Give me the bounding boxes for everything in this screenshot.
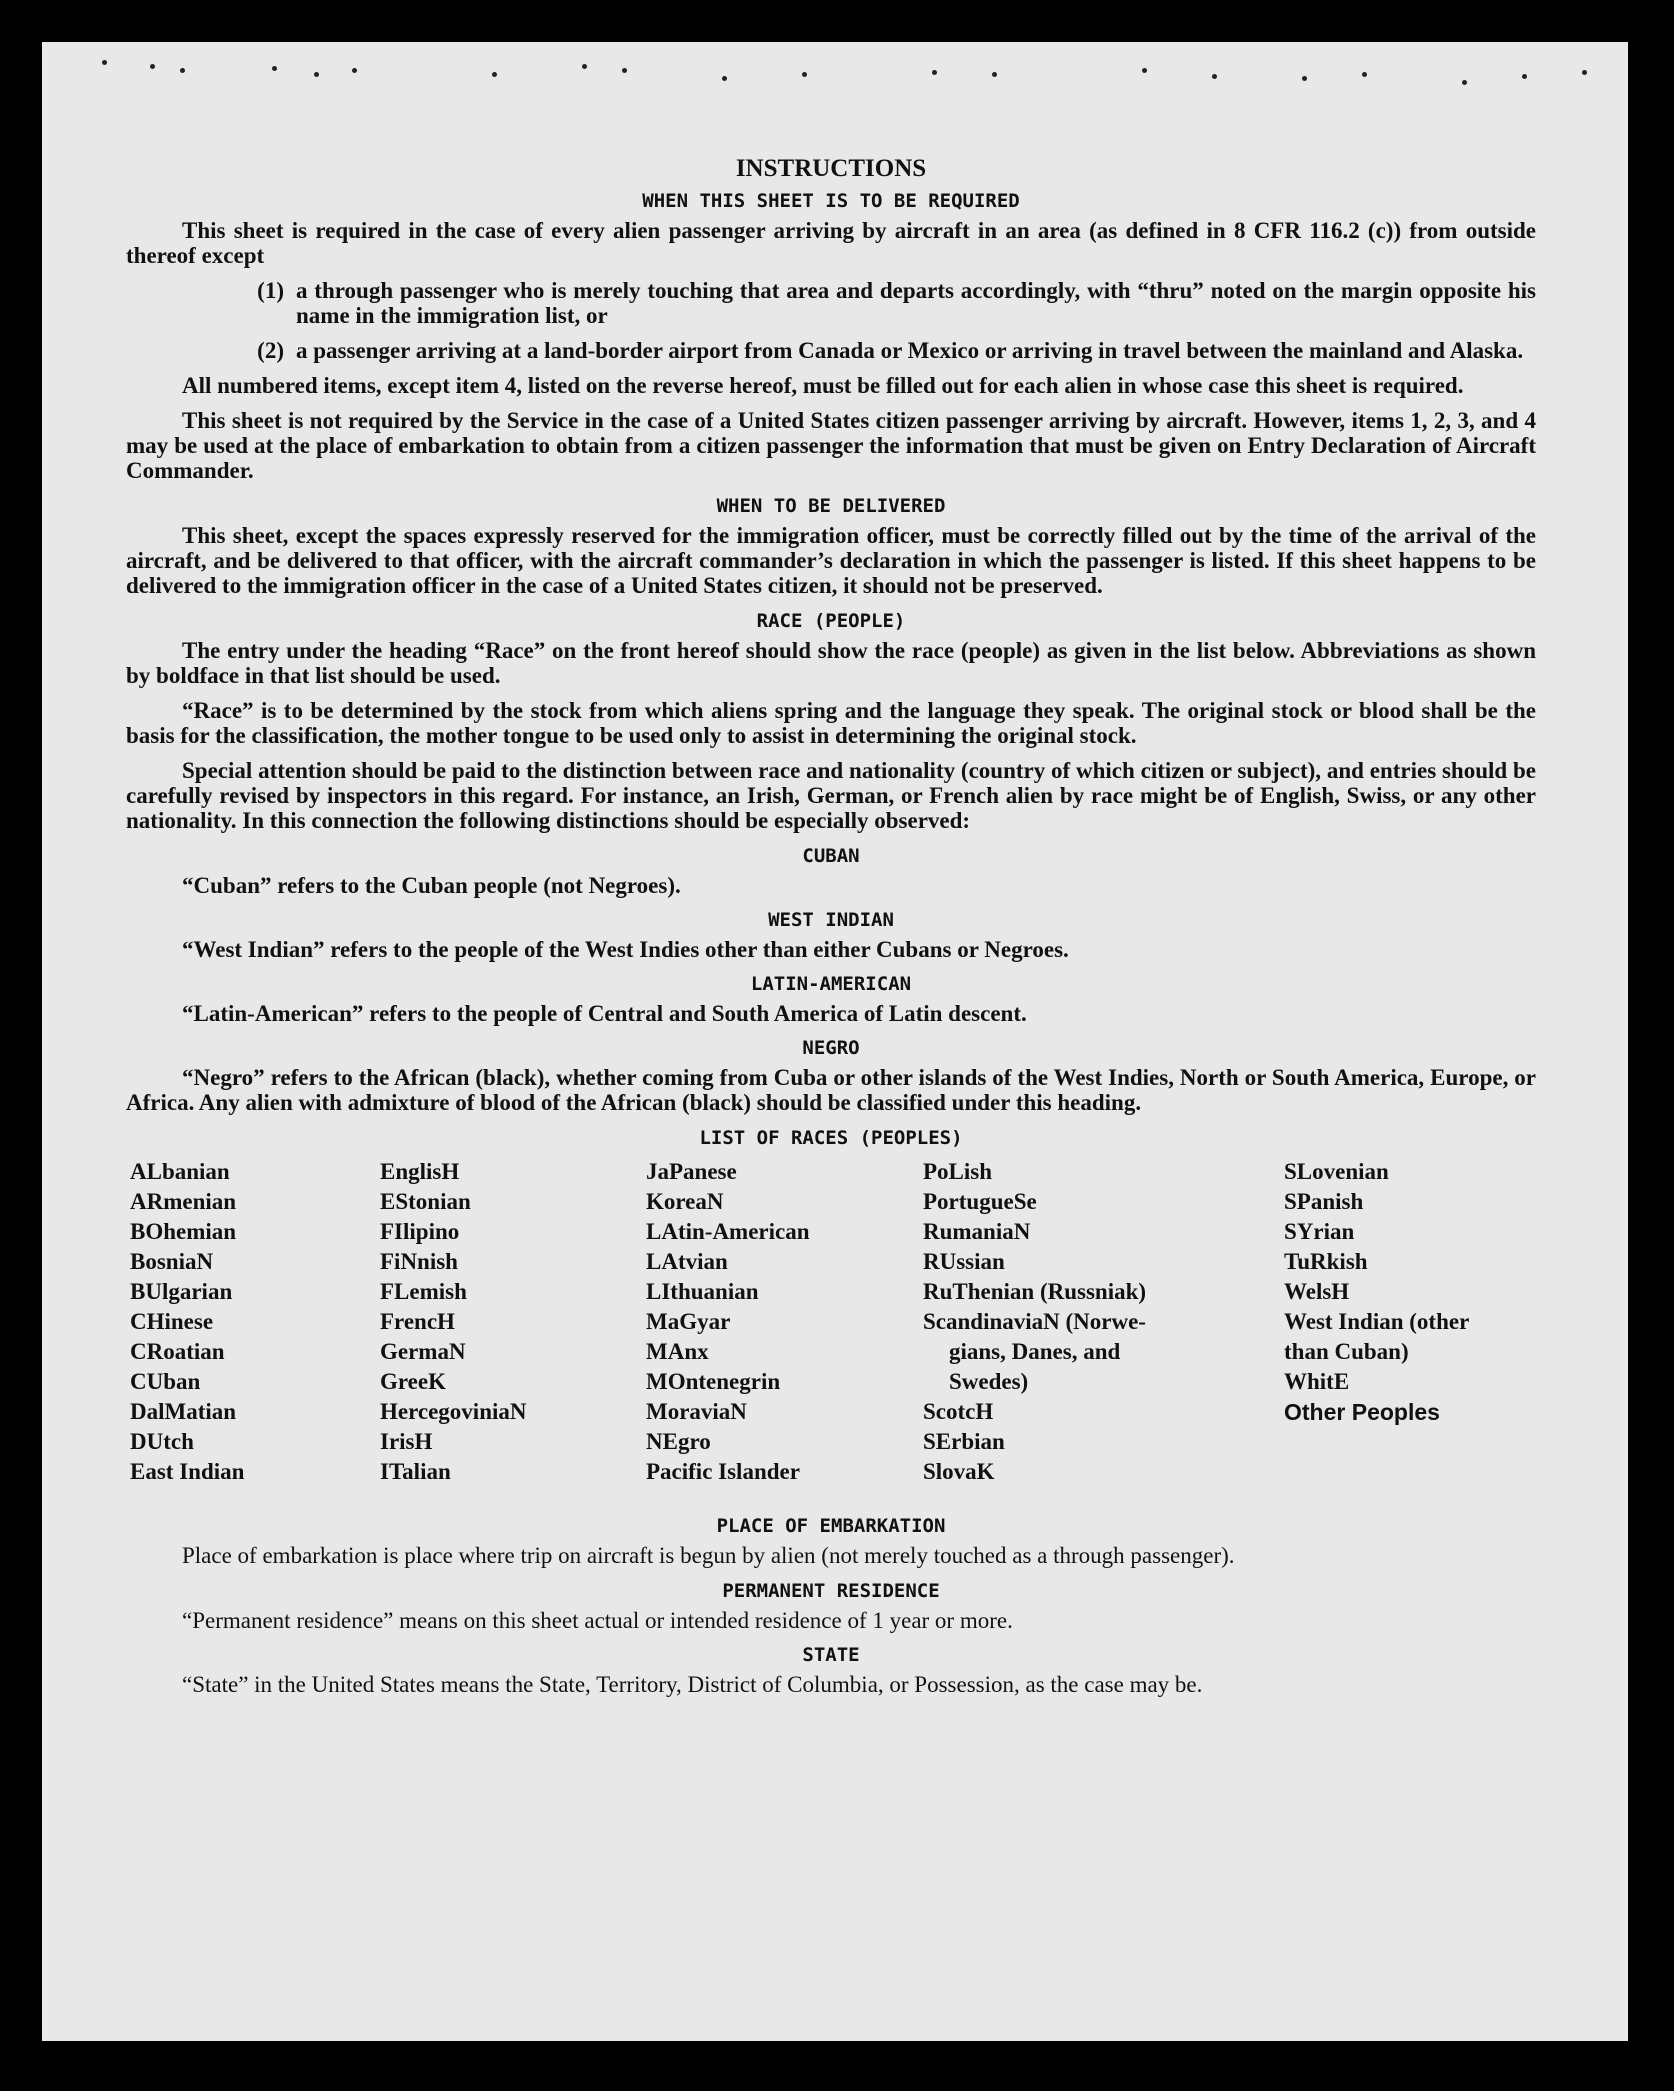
race-entry: RumaniaN: [923, 1219, 1031, 1244]
race-entry: LAtin-American: [646, 1219, 810, 1244]
race-entry: BosniaN: [130, 1249, 214, 1274]
race-entry: SYrian: [1284, 1219, 1355, 1244]
definition-text: “Cuban” refers to the Cuban people (not Negroes).: [182, 873, 681, 898]
race-entry: Other Peoples: [1284, 1399, 1440, 1425]
race-entry: WelsH: [1284, 1279, 1350, 1304]
definition-text: “Permanent residence” means on this sheet actual or intended residence of 1 year or more.: [182, 1608, 1013, 1633]
race-entry: WhitE: [1284, 1369, 1350, 1394]
race-entry: MOntenegrin: [646, 1369, 781, 1394]
race-entry: East Indian: [130, 1459, 245, 1484]
race-entry: GreeK: [380, 1369, 446, 1394]
item-text: a through passenger who is merely touching that area and departs accordingly, with “thru” noted on the margin opposite his name in the immigration list, or: [296, 278, 1536, 328]
race-entry: ALbanian: [130, 1159, 230, 1184]
races-column: [923, 1157, 1223, 1487]
race-entry: LAtvian: [646, 1249, 728, 1274]
heading-embarkation: PLACE OF EMBARKATION: [716, 1515, 946, 1537]
heading-when-required: WHEN THIS SHEET IS TO BE REQUIRED: [642, 190, 1020, 212]
instructions-content: [126, 114, 1536, 1707]
race-entry: TuRkish: [1284, 1249, 1368, 1274]
race-entry: FLemish: [380, 1279, 467, 1304]
list-item: [126, 278, 1536, 328]
races-column: [130, 1157, 244, 1487]
race-entry: PortugueSe: [923, 1189, 1037, 1214]
race-entry: SPanish: [1284, 1189, 1364, 1214]
heading-latin-american: LATIN-AMERICAN: [750, 973, 912, 995]
heading-residence: PERMANENT RESIDENCE: [722, 1580, 940, 1602]
race-entry: ARmenian: [130, 1189, 237, 1214]
race-entry: RUssian: [923, 1249, 1005, 1274]
race-entry: ScandinaviaN (Norwe-: [923, 1309, 1146, 1334]
paragraph: Special attention should be paid to the distinction between race and nationality (country of which citizen or subject), and entries should be carefully revised by inspectors in this regard. For instance, an Irish, German, or French alien by race might be of English, Swiss, or any other nationality. In this connection the following distinctions should be especially observed:: [126, 758, 1536, 833]
race-entry: West Indian (other: [1284, 1309, 1470, 1334]
race-entry: RuThenian (Russniak): [923, 1279, 1147, 1304]
race-entry: HercegoviniaN: [380, 1399, 527, 1424]
race-entry: CHinese: [130, 1309, 214, 1334]
race-entry: FrencH: [380, 1309, 455, 1334]
races-column: [380, 1157, 527, 1487]
definition-text: “West Indian” refers to the people of the West Indies other than either Cubans or Negroes.: [182, 937, 1069, 962]
race-entry: IrisH: [380, 1429, 433, 1454]
paragraph: “Race” is to be determined by the stock from which aliens spring and the language they speak. The original stock or blood shall be the basis for the classification, the mother tongue to be used only to assist in determining the original stock.: [126, 698, 1536, 748]
race-entry: gians, Danes, and: [949, 1339, 1121, 1364]
race-entry: BOhemian: [130, 1219, 237, 1244]
race-entry: MaGyar: [646, 1309, 731, 1334]
heading-negro: NEGRO: [802, 1037, 860, 1059]
races-column: [1284, 1157, 1544, 1427]
race-entry: SLovenian: [1284, 1159, 1389, 1184]
race-entry: JaPanese: [646, 1159, 737, 1184]
race-entry: SlovaK: [923, 1459, 995, 1484]
race-entry: SErbian: [923, 1429, 1005, 1454]
heading-when-delivered: WHEN TO BE DELIVERED: [716, 495, 946, 517]
paragraph: “State” in the United States means the State, Territory, District of Columbia, or Possession, as the case may be.: [182, 1672, 1203, 1697]
page-title: INSTRUCTIONS: [735, 155, 927, 182]
item-number: (1): [257, 278, 284, 303]
race-entry: MoraviaN: [646, 1399, 747, 1424]
race-entry: MAnx: [646, 1339, 709, 1364]
race-entry: DUtch: [130, 1429, 194, 1454]
race-entry: Pacific Islander: [646, 1459, 800, 1484]
heading-list-of-races: LIST OF RACES (PEOPLES): [699, 1127, 963, 1149]
item-text: a passenger arriving at a land-border airport from Canada or Mexico or arriving in travel between the mainland and Alaska.: [296, 338, 1524, 363]
paragraph: Place of embarkation is place where trip on aircraft is begun by alien (not merely touched as a through passenger).: [182, 1543, 1235, 1568]
race-entry: ITalian: [380, 1459, 451, 1484]
race-entry: NEgro: [646, 1429, 711, 1454]
race-entry: LIthuanian: [646, 1279, 759, 1304]
definition-text: “Latin-American” refers to the people of Central and South America of Latin descent.: [182, 1001, 1027, 1026]
heading-west-indian: WEST INDIAN: [768, 909, 894, 931]
races-list: [126, 1157, 1536, 1509]
scan-speckles: [62, 50, 1602, 90]
race-entry: CUban: [130, 1369, 201, 1394]
race-entry: EnglisH: [380, 1159, 460, 1184]
race-entry: DalMatian: [130, 1399, 237, 1424]
race-entry: KoreaN: [646, 1189, 724, 1214]
paragraph: “Negro” refers to the African (black), whether coming from Cuba or other islands of the West Indies, North or South America, Europe, or Africa. Any alien with admixture of blood of the African (black) should be classified under this heading.: [126, 1065, 1536, 1115]
race-entry: ScotcH: [923, 1399, 994, 1424]
item-number: (2): [257, 338, 284, 363]
heading-state: STATE: [802, 1644, 860, 1666]
race-entry: GermaN: [380, 1339, 466, 1364]
race-entry: than Cuban): [1284, 1339, 1409, 1364]
race-entry: EStonian: [380, 1189, 471, 1214]
race-entry: PoLish: [923, 1159, 993, 1184]
race-entry: FIlipino: [380, 1219, 460, 1244]
race-entry: BUlgarian: [130, 1279, 233, 1304]
paragraph: This sheet is required in the case of every alien passenger arriving by aircraft in an area (as defined in 8 CFR 116.2 (c)) from outside thereof except: [126, 218, 1536, 268]
paragraph: This sheet is not required by the Service in the case of a United States citizen passenger arriving by aircraft. However, items 1, 2, 3, and 4 may be used at the place of embarkation to obtain from a citizen passenger the information that must be given on Entry Declaration of Aircraft Commander.: [126, 408, 1536, 483]
heading-race: RACE (PEOPLE): [756, 610, 906, 632]
document-page: [42, 42, 1628, 2041]
race-entry: FiNnish: [380, 1249, 458, 1274]
paragraph: The entry under the heading “Race” on the front hereof should show the race (people) as given in the list below. Abbreviations as shown by boldface in that list should be used.: [126, 638, 1536, 688]
race-entry: CRoatian: [130, 1339, 225, 1364]
paragraph: All numbered items, except item 4, listed on the reverse hereof, must be filled out for each alien in whose case this sheet is required.: [182, 373, 1464, 398]
paragraph: This sheet, except the spaces expressly reserved for the immigration officer, must be correctly filled out by the time of the arrival of the aircraft, and be delivered to that officer, with the aircraft commander’s declaration in which the passenger is listed. If this sheet happens to be delivered to the immigration officer in the case of a United States citizen, it should not be preserved.: [126, 523, 1536, 598]
races-column: [646, 1157, 810, 1487]
race-entry: Swedes): [949, 1369, 1029, 1394]
heading-cuban: CUBAN: [802, 845, 860, 867]
list-item: [126, 338, 1536, 363]
